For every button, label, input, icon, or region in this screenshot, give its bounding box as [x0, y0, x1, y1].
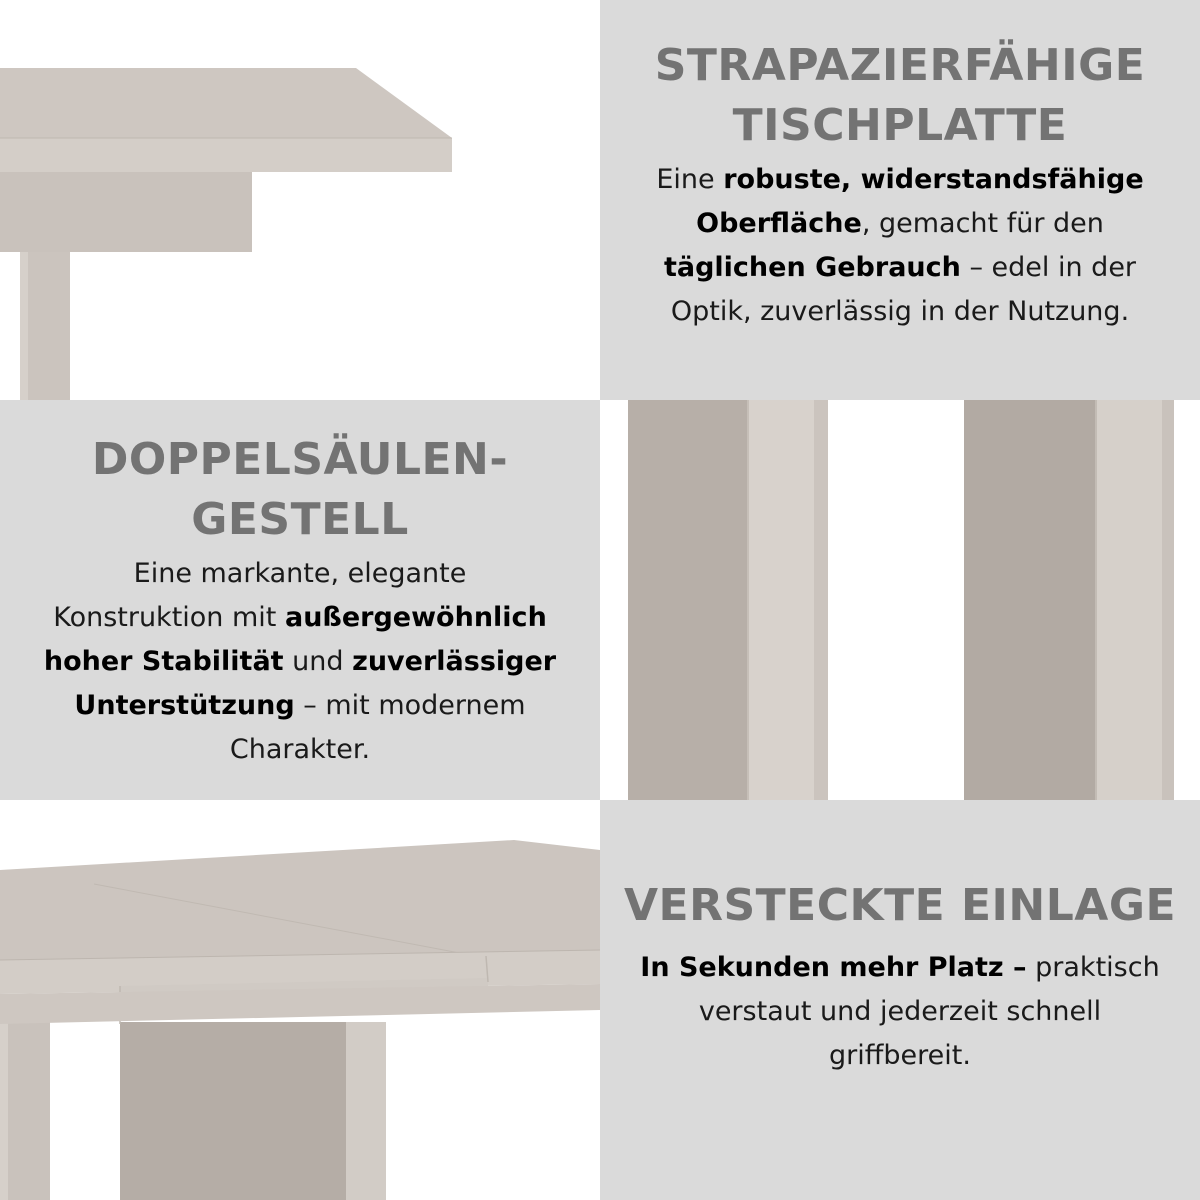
- body-text: Konstruktion mit: [53, 602, 285, 633]
- body-bold-text: Unterstützung: [74, 690, 295, 721]
- body-bold-text: hoher Stabilität: [43, 646, 284, 677]
- body-line: [0, 552, 600, 596]
- body-text: griffbereit.: [829, 1040, 971, 1071]
- body-text: – edel in der: [960, 252, 1137, 283]
- body-line: [0, 684, 600, 728]
- frame-heading: [0, 430, 600, 550]
- tabletop-description: [600, 158, 1200, 334]
- tabletop-feature-panel: [600, 0, 1200, 400]
- heading-line: TISCHPLATTE: [732, 100, 1068, 151]
- body-line: [600, 158, 1200, 202]
- body-line: [600, 246, 1200, 290]
- frame-feature-panel: [0, 400, 600, 800]
- heading-line: STRAPAZIERFÄHIGE: [654, 40, 1146, 91]
- insert-feature-panel: [600, 800, 1200, 1200]
- body-bold-text: täglichen Gebrauch: [663, 252, 961, 283]
- body-text: Optik, zuverlässig in der Nutzung.: [670, 296, 1130, 327]
- body-bold-text: robuste, widerstandsfähige: [723, 164, 1144, 195]
- tabletop-corner-image: [0, 0, 600, 400]
- heading-line: DOPPELSÄULEN-: [91, 434, 509, 485]
- frame-description: [0, 552, 600, 772]
- body-text: verstaut und jederzeit schnell: [698, 996, 1102, 1027]
- body-bold-text: außergewöhnlich: [284, 602, 547, 633]
- body-line: [600, 290, 1200, 334]
- body-text: Charakter.: [229, 734, 371, 765]
- body-text: und: [283, 646, 353, 677]
- body-line: [600, 990, 1200, 1034]
- body-line: [0, 640, 600, 684]
- double-column-legs-image: [600, 400, 1200, 800]
- tabletop-heading: [600, 36, 1200, 156]
- body-bold-text: Oberfläche: [696, 208, 862, 239]
- body-text: praktisch: [1026, 952, 1160, 983]
- body-line: [600, 946, 1200, 990]
- body-text: , gemacht für den: [861, 208, 1104, 239]
- body-text: Eine markante, elegante: [133, 558, 467, 589]
- body-bold-text: In Sekunden mehr Platz –: [640, 952, 1027, 983]
- body-line: [0, 596, 600, 640]
- heading-line: VERSTECKTE EINLAGE: [623, 880, 1177, 931]
- body-bold-text: zuverlässiger: [352, 646, 557, 677]
- body-text: – mit modernem: [294, 690, 526, 721]
- body-text: Eine: [656, 164, 724, 195]
- extended-table-insert-image: [0, 800, 600, 1200]
- insert-description: [600, 946, 1200, 1078]
- body-line: [0, 728, 600, 772]
- heading-line: GESTELL: [191, 494, 409, 545]
- body-line: [600, 202, 1200, 246]
- insert-heading: [600, 876, 1200, 936]
- body-line: [600, 1034, 1200, 1078]
